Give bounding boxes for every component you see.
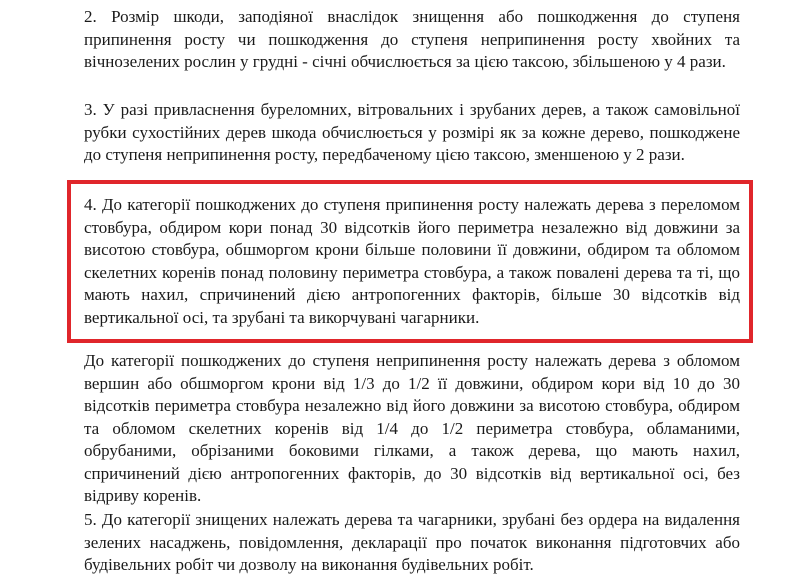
paragraph-3: 3. У разі привласнення буреломних, вітровальних і зрубаних дерев, а також самовільної рубки сухостійних дерев шкода обчислюється у розмірі як за кожне дерево, пошкоджене до ступеня неприпинення росту, передбаченому цією таксою, зменшеною у 2 рази. bbox=[84, 100, 740, 164]
paragraph-5: 5. До категорії знищених належать дерева та чагарники, зрубані без ордера на видалення зелених насаджень, повідомлення, декларації про початок виконання підготовчих або будівельних робіт чи дозволу на виконання будівельних робіт. bbox=[84, 510, 740, 574]
paragraph-4-highlighted: 4. До категорії пошкоджених до ступеня припинення росту належать дерева з переломом стовбура, обдиром кори понад 30 відсотків його периметра незалежно від довжини за висотою стовбура, обшморгом крони більше половини її довжини, обдиром та обломом скелетних коренів понад половину периметра стовбура, а також повалені дерева та ті, що мають нахил, спричинений дією антропогенних факторів, більше 30 відсотків від вертикальної осі, та зрубані та викорчувані чагарники. bbox=[84, 195, 740, 327]
paragraph-4-continuation: До категорії пошкоджених до ступеня неприпинення росту належать дерева з обломом вершин або обшморгом крони від 1/3 до 1/2 її довжини, обдиром кори від 10 до 30 відсотків периметра стовбура незалежно від його довжини за висотою стовбура, обдиром та обломом скелетних коренів від 1/4 до 1/2 периметра стовбура, обламаними, обрубаними, обрізаними боковими гілками, а також дерева, що мають нахил, спричинений дією антропогенних факторів, до 30 відсотків від вертикальної осі, без відриву коренів. bbox=[84, 351, 740, 505]
paragraph-2: 2. Розмір шкоди, заподіяної внаслідок знищення або пошкодження до ступеня припинення росту чи пошкодження до ступеня неприпинення росту хвойних та вічнозелених рослин у грудні - січні обчислюється за цією таксою, збільшеною у 4 рази. bbox=[84, 7, 740, 71]
